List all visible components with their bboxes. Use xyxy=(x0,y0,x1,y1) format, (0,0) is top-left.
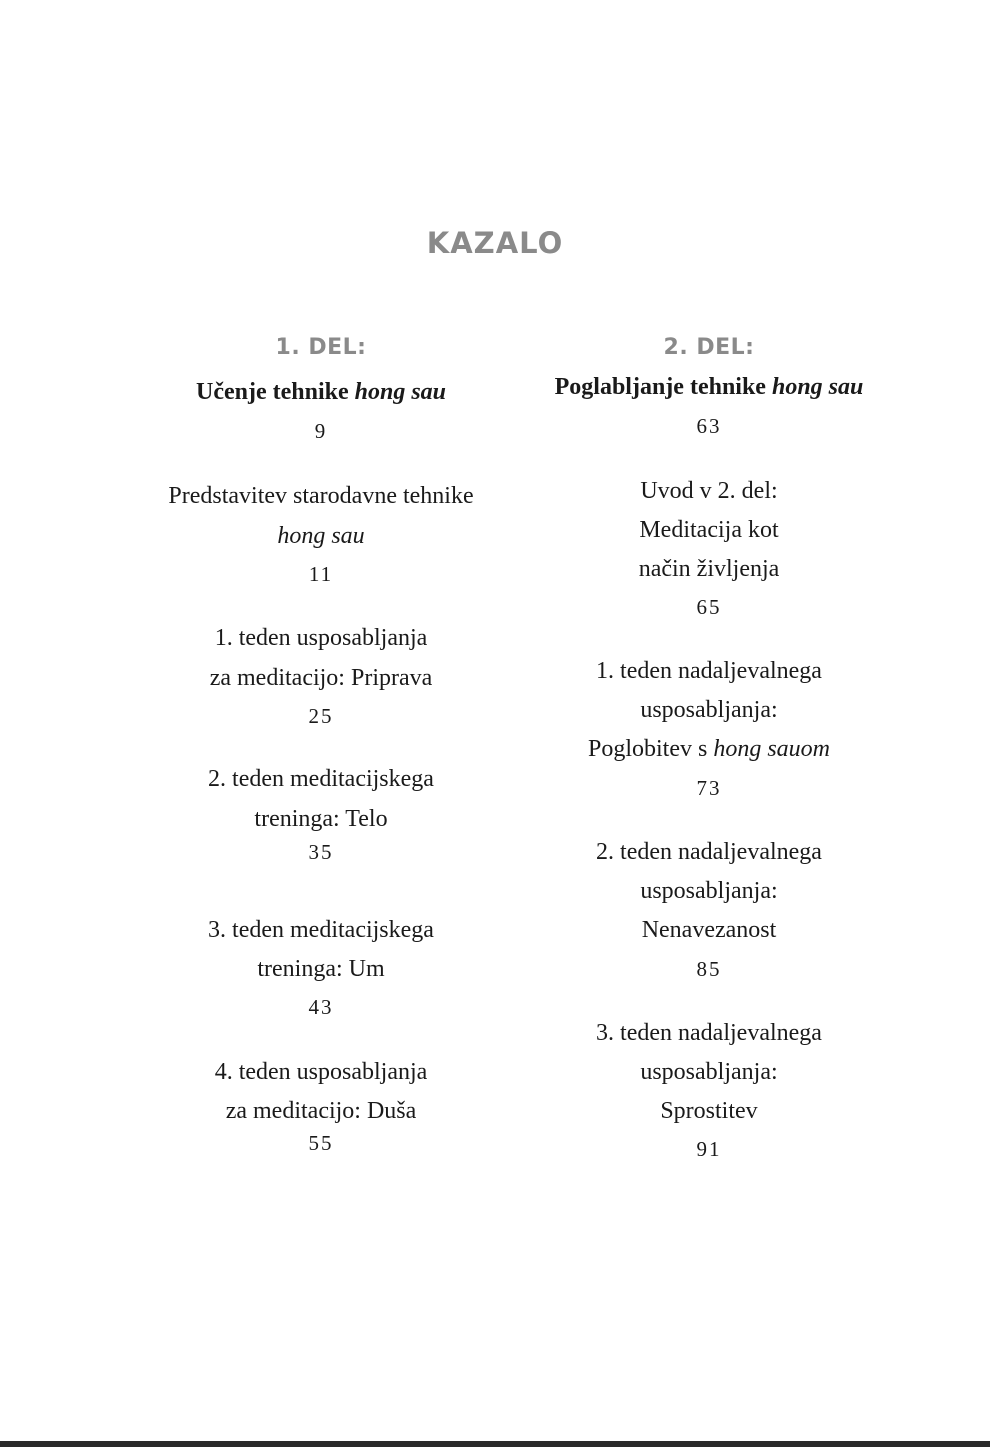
toc-entry-page: 11 xyxy=(308,562,334,586)
toc-entry-line: 1. teden nadaljevalnega xyxy=(596,658,822,684)
toc-entry-line: 3. teden nadaljevalnega xyxy=(596,1020,822,1046)
toc-entry-line: treninga: Um xyxy=(257,956,385,982)
toc-entry-line: Sprostitev xyxy=(660,1098,758,1124)
part-2-title-text: Poglabljanje tehnike xyxy=(554,374,772,400)
part-1-title-italic: hong sau xyxy=(354,379,447,405)
toc-entry-line: 3. teden meditacijskega xyxy=(208,917,434,943)
part-2-label: 2. DEL: xyxy=(663,335,755,360)
toc-entry-line: način življenja xyxy=(638,556,780,582)
toc-entry-line: za meditacijo: Priprava xyxy=(209,665,433,691)
toc-entry-line: Meditacija kot xyxy=(639,517,779,543)
page-title: KAZALO xyxy=(426,226,564,260)
toc-entry-line: treninga: Telo xyxy=(254,806,388,832)
part-1-title-text: Učenje tehnike xyxy=(195,379,355,405)
toc-entry-italic: hong sauom xyxy=(713,736,830,762)
toc-entry-line: Uvod v 2. del: xyxy=(640,478,778,504)
part-1-label: 1. DEL: xyxy=(275,335,367,360)
toc-entry-line: 2. teden meditacijskega xyxy=(208,766,434,792)
toc-entry-page: 55 xyxy=(308,1131,334,1155)
toc-entry-line: usposabljanja: xyxy=(640,697,778,723)
toc-entry-line: 4. teden usposabljanja xyxy=(214,1059,428,1085)
toc-entry-line: Predstavitev starodavne tehnike xyxy=(168,483,474,509)
part-2-page: 63 xyxy=(696,414,722,438)
toc-entry-line: za meditacijo: Duša xyxy=(225,1098,417,1124)
toc-entry-line: hong sau xyxy=(277,523,365,549)
part-2-title xyxy=(489,375,929,399)
toc-entry-page: 65 xyxy=(696,595,722,619)
toc-entry-page: 91 xyxy=(696,1137,722,1161)
toc-entry-line: 2. teden nadaljevalnega xyxy=(596,839,822,865)
toc-entry-page: 35 xyxy=(308,840,334,864)
toc-entry-page: 85 xyxy=(696,957,722,981)
part-1-title xyxy=(101,380,541,404)
toc-entry-line: usposabljanja: xyxy=(640,1059,778,1085)
toc-entry-page: 73 xyxy=(696,776,722,800)
toc-entry-line: usposabljanja: xyxy=(640,878,778,904)
toc-entry-line: 1. teden usposabljanja xyxy=(214,625,428,651)
toc-entry-text: Poglobitev s xyxy=(587,736,714,762)
part-1-page: 9 xyxy=(314,419,328,443)
toc-entry-page: 25 xyxy=(308,704,334,728)
toc-entry-line: Nenavezanost xyxy=(641,917,777,943)
toc-entry-page: 43 xyxy=(308,995,334,1019)
part-2-title-italic: hong sau xyxy=(771,374,864,400)
bottom-divider xyxy=(0,1441,990,1447)
toc-entry-line xyxy=(489,737,929,761)
